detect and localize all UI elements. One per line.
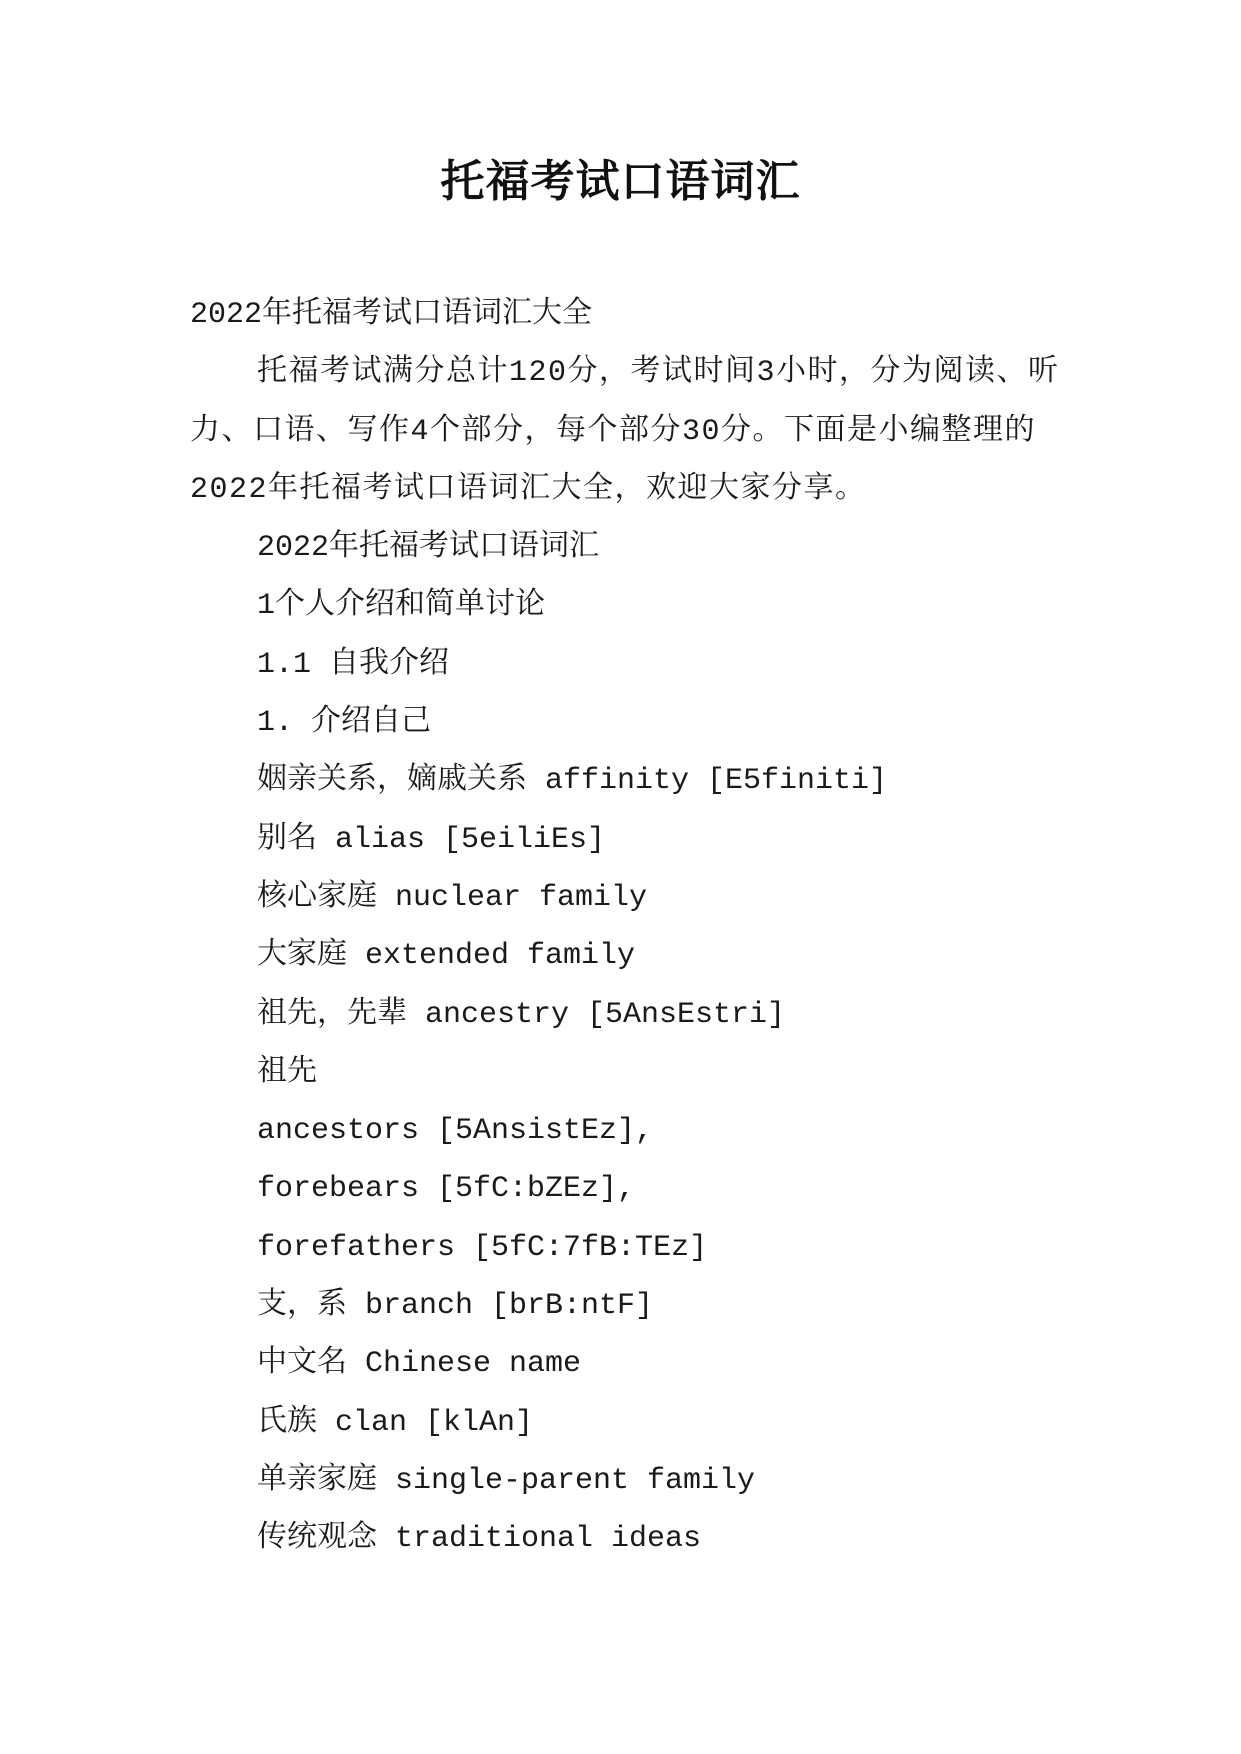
vocab-line: forefathers [5fC:7fB:TEz]	[257, 1230, 708, 1265]
vocab-line: 支，系 branch [brB:ntF]	[257, 1289, 654, 1324]
subsection-title: 1.1 自我介绍	[257, 647, 450, 682]
document-body	[190, 286, 1060, 1569]
vocab-line: 姻亲关系，嫡戚关系 affinity [E5finiti]	[257, 764, 888, 799]
heading-line: 2022年托福考试口语词汇大全	[190, 298, 593, 332]
vocab-line: 单亲家庭 single-parent family	[257, 1463, 756, 1498]
vocab-line: forebears [5fC:bZEz],	[257, 1172, 636, 1207]
subheading-line: 2022年托福考试口语词汇	[257, 531, 600, 566]
item-title: 1. 介绍自己	[257, 706, 432, 741]
vocab-line: ancestors [5AnsistEz],	[257, 1114, 654, 1149]
vocab-line: 传统观念 traditional ideas	[257, 1522, 702, 1557]
section-title: 1个人介绍和简单讨论	[257, 589, 546, 624]
vocab-line: 中文名 Chinese name	[257, 1347, 582, 1382]
vocab-line: 祖先	[257, 1055, 317, 1090]
vocab-line: 祖先，先辈 ancestry [5AnsEstri]	[257, 997, 786, 1032]
vocab-line: 核心家庭 nuclear family	[257, 880, 648, 915]
vocab-line: 氏族 clan [klAn]	[257, 1405, 534, 1440]
vocab-line: 大家庭 extended family	[257, 939, 636, 974]
document-title: 托福考试口语词汇	[440, 156, 801, 207]
intro-paragraph: 托福考试满分总计120分，考试时间3小时，分为阅读、听力、口语、写作4个部分，每个部分30分。下面是小编整理的2022年托福考试口语词汇大全，欢迎大家分享。	[190, 356, 1060, 507]
vocab-line: 别名 alias [5eiliEs]	[257, 822, 606, 857]
